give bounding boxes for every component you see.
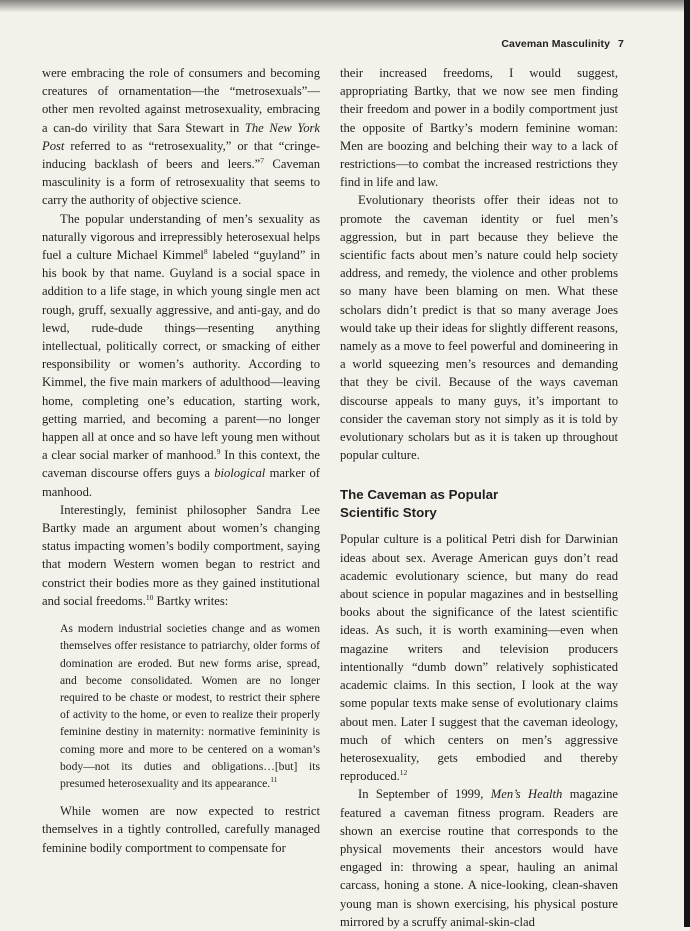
quote-text: As modern industrial societies change and as women themselves offer resistance to patriarchy, older forms of domination are eroded. But new forms arise, spread, and become consolidated. Women are no longer required to be chaste or modest, to restrict their sphere of activity to the home, or even to realize their properly feminine destiny in maternity: normative femininity is coming more and more to be centered on a woman’s body—not its duties and obligations…[but] its presumed heterosexuality and its appearance. <box>60 622 320 790</box>
right-paragraph-1: their increased freedoms, I would suggest, appropriating Bartky, that we now see men finding their freedom and power in a bodily comportment just the opposite of Bartky’s modern feminine woman: Men are boozing and belching their way to a lack of restrictions—to combat the increased restrictions they find in life and law. <box>340 66 618 190</box>
left-column <box>42 64 320 857</box>
left-paragraph-2 <box>42 210 320 501</box>
text-run: were embracing the role of consumers and becoming creatures of ornamentation—the “metrosexuals”—other men revolted against metrosexuality, embracing a can-do virility that Sara Stewart in <box>42 66 320 135</box>
page-number: 7 <box>618 38 624 50</box>
footnote-marker: 7 <box>260 155 264 165</box>
section-heading-line-1: The Caveman as Popular <box>340 487 499 503</box>
text-run: In this context, the caveman discourse offers guys a <box>42 448 320 481</box>
text-run: Caveman masculinity is a form of retrosexuality that seems to carry the authority of objective science. <box>42 157 320 208</box>
footnote-marker: 11 <box>270 775 278 785</box>
text-run: Interestingly, feminist philosopher Sandra Lee Bartky made an argument about women’s changing status impacting women’s bodily comportment, saying that modern Western women began to restrict and constrict their bodies more as they gained institutional and social freedoms. <box>42 502 320 608</box>
italic-word: biological <box>214 466 266 481</box>
block-quote <box>60 620 320 792</box>
italic-title: The New York Post <box>42 120 320 153</box>
text-run: Bartky writes: <box>153 593 229 608</box>
text-run: referred to as “retrosexuality,” or that “cringe-inducing backlash of beers and leers.” <box>42 138 320 172</box>
scan-edge-top <box>0 0 690 12</box>
scan-edge-right <box>684 0 690 927</box>
footnote-marker: 10 <box>145 592 154 602</box>
text-run: The popular understanding of men’s sexuality as naturally vigorous and irrepressibly heterosexual helps fuel a culture Michael Kimmel <box>42 211 320 263</box>
text-run: magazine featured a caveman fitness program. Readers are shown an exercise routine that corresponds to the physical movements their ancestors would have engaged in: throwing a spear, hauling an animal carcass, honing a stone. A nice-looking, clean-shaven young man is shown exercising, his physical posture mirrored by a scruffy animal-skin-clad <box>340 787 618 929</box>
left-paragraph-3 <box>42 501 320 610</box>
footnote-marker: 8 <box>203 246 208 256</box>
left-paragraph-4: While women are now expected to restrict themselves in a tightly controlled, carefully managed feminine bodily comportment to compensate for <box>42 804 320 855</box>
left-paragraph-1 <box>42 64 320 210</box>
section-heading-line-2: Scientific Story <box>340 505 437 521</box>
right-paragraph-4 <box>340 785 618 931</box>
italic-magazine-title: Men’s Health <box>490 787 563 802</box>
text-run: Popular culture is a political Petri dish for Darwinian ideas about sex. Average American guys don’t read academic evolutionary science, but many do read about science in popular magazines and in bestselling books about the significance of the latest scientific ideas. As such, it is worth examining—even when magazine writers and television producers intentionally “dumb down” relatively sophisticated academic claims. In this section, I look at the way some popular texts make sense of evolutionary claims about men. Later I suggest that the caveman ideology, much of which centers on men’s aggressive heterosexuality, gets embodied and thereby reproduced. <box>340 532 618 784</box>
text-run: labeled “guyland” in his book by that name. Guyland is a social space in addition to a life stage, in which young single men act rough, gruff, sexually aggressive, and anti-gay, and do lewd, rude-dude things—resenting anything intellectual, politically correct, or smacking of either responsibility or women’s authority. According to Kimmel, the five main markers of adulthood—leaving home, completing one’s education, starting work, getting married, and becoming a parent—no longer happen all at once and so have left young men without a clear social marker of manhood. <box>42 248 321 463</box>
footnote-marker: 12 <box>399 767 408 777</box>
section-heading <box>340 486 618 522</box>
running-title: Caveman Masculinity <box>501 38 611 50</box>
right-paragraph-2: Evolutionary theorists offer their ideas not to promote the caveman identity or fuel men’s aggression, but in part because they believe the scientific facts about men’s nature could help society address, and remedy, the violence and other problems so many have been blaming on men. What these scholars didn’t predict is that so many average Joes would take up their ideas for slightly different reasons, namely as a move to feel powerful and domineering in a world squeezing men’s resources and demanding that they be civil. Because of the ways caveman discourse appeals to many guys, it’s important to consider the caveman story not simply as it is told by evolutionary scholars but as it is taken up throughout popular culture. <box>340 193 618 463</box>
text-run: In September of 1999, <box>358 787 491 802</box>
right-column <box>340 64 618 931</box>
footnote-marker: 9 <box>216 447 221 457</box>
right-paragraph-3 <box>340 530 618 785</box>
text-run: marker of manhood. <box>42 466 320 499</box>
running-head <box>501 38 624 50</box>
